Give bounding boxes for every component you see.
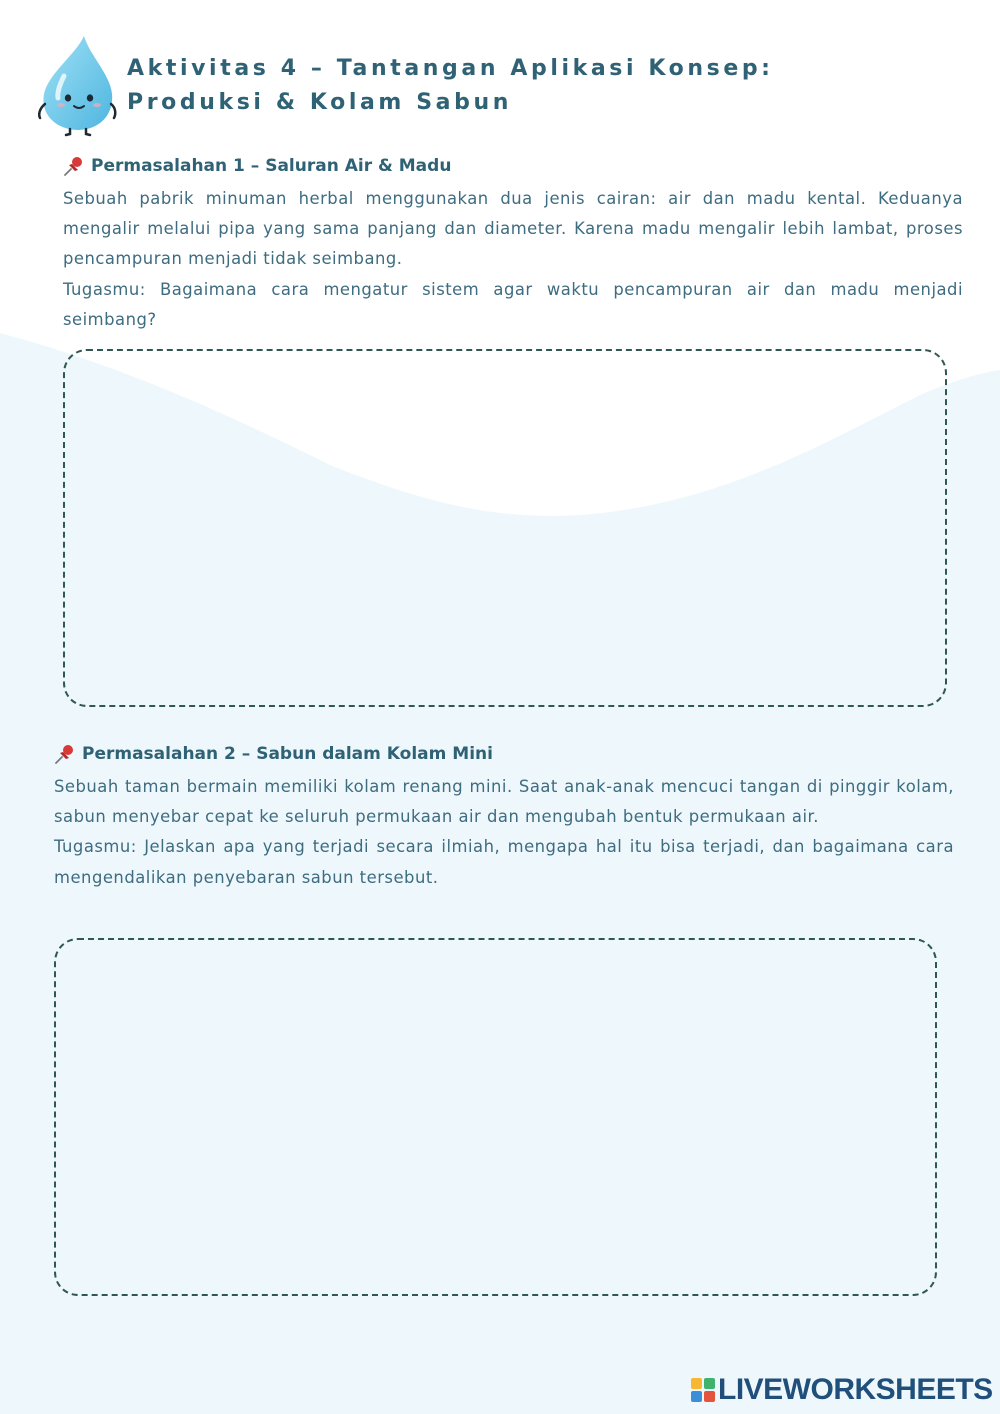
page-title: Aktivitas 4 – Tantangan Aplikasi Konsep: Produksi & Kolam Sabun: [127, 56, 774, 115]
liveworksheets-logo-icon: [690, 1377, 716, 1403]
problem-heading-1: [63, 153, 963, 179]
problem-description-1: Sebuah pabrik minuman herbal menggunakan dua jenis cairan: air dan madu kental. Keduanya mengalir melalui pipa yang sama panjang dan diameter. Karena madu mengalir lebih lambat, proses pencampuran menjadi tidak seimbang.: [63, 189, 963, 269]
water-drop-mascot-icon: [34, 32, 118, 138]
answer-box-1[interactable]: [63, 349, 947, 707]
logo-text: LIVEWORKSHEETS: [718, 1373, 993, 1406]
problem-heading-text-2: Permasalahan 2 – Sabun dalam Kolam Mini: [82, 744, 493, 764]
problem-description-2: Sebuah taman bermain memiliki kolam renang mini. Saat anak-anak mencuci tangan di pinggir kolam, sabun menyebar cepat ke seluruh permukaan air dan mengubah bentuk permukaan air.: [54, 777, 954, 827]
problem-section-2: [54, 741, 954, 893]
problem-section-1: [63, 153, 963, 335]
answer-box-2[interactable]: [54, 938, 937, 1296]
problem-heading-2: [54, 741, 954, 767]
problem-heading-text-1: Permasalahan 1 – Saluran Air & Madu: [91, 156, 452, 176]
liveworksheets-logo[interactable]: [690, 1370, 993, 1410]
problem-task-2: Tugasmu: Jelaskan apa yang terjadi secara ilmiah, mengapa hal itu bisa terjadi, dan bagaimana cara mengendalikan penyebaran sabun tersebut.: [54, 837, 954, 887]
pushpin-icon: [63, 155, 85, 177]
problem-task-1: Tugasmu: Bagaimana cara mengatur sistem agar waktu pencampuran air dan madu menjadi seimbang?: [63, 279, 963, 329]
pushpin-icon: [54, 743, 76, 765]
